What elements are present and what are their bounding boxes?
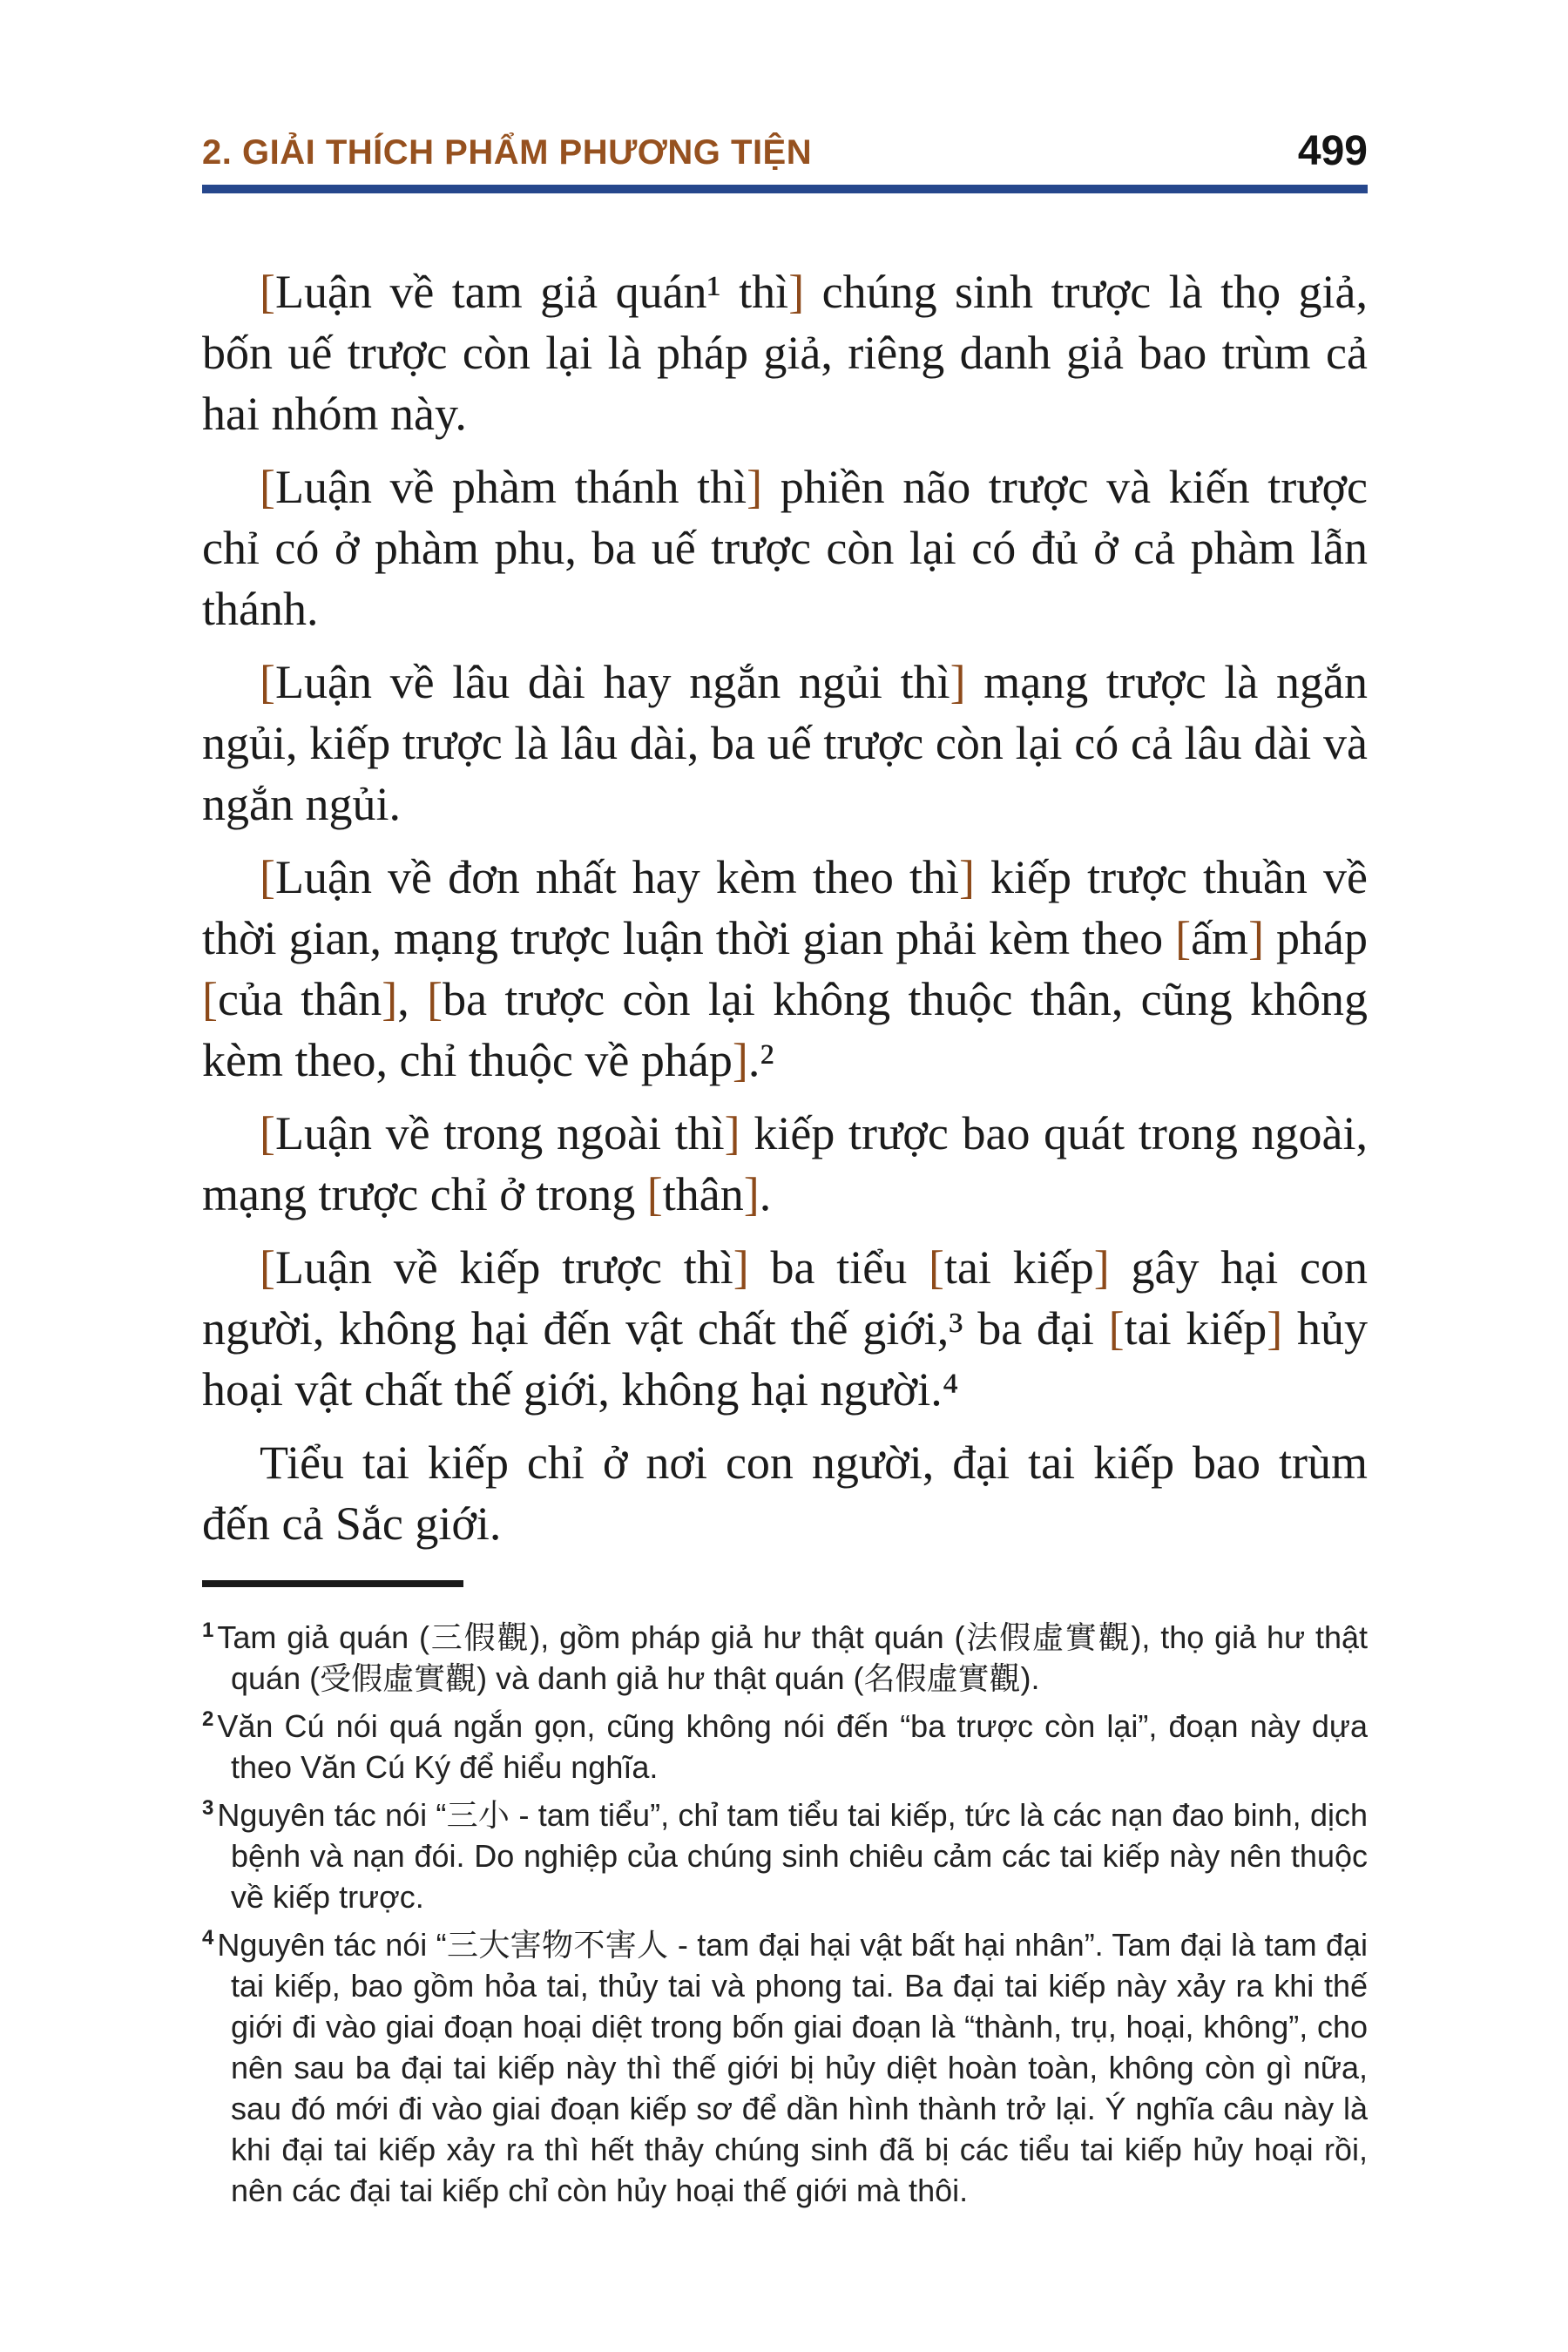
footnote: $^4$ Nguyên tác nói “三大害物不害人 - tam đại hại vật bất hại nhân”. Tam đại là tam đại tai kiếp, bao gồm hỏa tai, thủy tai và phong tai. Ba đại tai kiếp này xảy ra khi thế giới đi vào giai đoạn hoại diệt trong bốn giai đoạn là “thành, trụ, hoại, không”, cho nên sau ba đại tai kiếp này thì thế giới bị hủy diệt hoàn toàn, không còn gì nữa, sau đó mới đi vào giai đoạn kiếp sơ để dần hình thành trở lại. Ý nghĩa câu này là khi đại tai kiếp xảy ra thì hết thảy chúng sinh đã bị các tiểu tai kiếp hủy hoại rồi, nên các đại tai kiếp chỉ còn hủy hoại thế giới mà thôi. — [202, 1926, 1368, 2208]
paragraph-text: của thân — [217, 973, 382, 1025]
paragraph — [202, 1103, 1368, 1225]
paragraph-text: tai kiếp — [944, 1241, 1094, 1294]
paragraph-text: Luận về trong ngoài thì — [274, 1107, 725, 1159]
bracket-mark: ] — [1248, 912, 1265, 964]
paragraph-text: gây hại con người, không hại đến vật chất thế giới,³ ba đại — [202, 1241, 1368, 1355]
bracket-mark: ] — [724, 1107, 740, 1159]
bracket-mark: ] — [1093, 1241, 1110, 1294]
bracket-mark: [ — [260, 266, 275, 318]
bracket-mark: ] — [958, 851, 975, 903]
bracket-mark: ] — [788, 266, 805, 318]
bracket-mark: ] — [382, 973, 398, 1025]
paragraph-text: mạng trược là ngắn ngủi, kiếp trược là lâu dài, ba uế trược còn lại có cả lâu dài và ngắn ngủi. — [202, 656, 1369, 830]
paragraph-text: tai kiếp — [1124, 1302, 1267, 1355]
paragraph-text: kiếp trược thuần về thời gian, mạng trược luận thời gian phải kèm theo — [202, 851, 1368, 964]
paragraph-text: .² — [747, 1034, 774, 1086]
bracket-mark: [ — [260, 851, 275, 903]
bracket-mark: [ — [202, 973, 218, 1025]
bracket-mark: ] — [1267, 1302, 1283, 1355]
paragraph-text: phiền não trược và kiến trược chỉ có ở phàm phu, ba uế trược còn lại có đủ ở cả phàm lẫn thánh. — [202, 461, 1368, 635]
header-rule — [202, 185, 1368, 193]
bracket-mark: [ — [1175, 912, 1192, 964]
footnote: $^2$ Văn Cú nói quá ngắn gọn, cũng không nói đến “ba trược còn lại”, đoạn này dựa theo Văn Cú Ký để hiểu nghĩa. — [202, 1707, 1368, 1785]
bracket-mark: ] — [747, 461, 763, 513]
paragraph-text: Luận về lâu dài hay ngắn ngủi thì — [274, 656, 950, 708]
bracket-mark: ] — [950, 656, 966, 708]
bracket-mark: [ — [1108, 1302, 1125, 1355]
footnote-marker: 1 — [202, 1619, 214, 1642]
bracket-mark: ] — [733, 1241, 749, 1294]
bracket-mark: [ — [260, 461, 275, 513]
paragraph-text: Luận về đơn nhất hay kèm theo thì — [274, 851, 959, 903]
paragraph — [202, 456, 1368, 639]
bracket-mark: [ — [646, 1168, 663, 1220]
paragraph-text: Luận về kiếp trược thì — [274, 1241, 733, 1294]
paragraph-text: , — [397, 973, 428, 1025]
bracket-mark: [ — [260, 656, 275, 708]
paragraph-text: chúng sinh trược là thọ giả, bốn uế trược còn lại là pháp giả, riêng danh giả bao trùm cả hai nhóm này. — [202, 266, 1368, 440]
paragraph — [202, 847, 1368, 1091]
footnote-marker: 4 — [202, 1926, 214, 1950]
paragraph — [202, 1237, 1368, 1420]
header-row — [202, 128, 1368, 174]
bracket-mark: ] — [732, 1034, 748, 1086]
page-header — [202, 128, 1368, 193]
footnote-separator — [202, 1580, 463, 1587]
paragraph — [202, 1432, 1368, 1554]
footnote-marker: 2 — [202, 1707, 214, 1731]
paragraph-text: Luận về phàm thánh thì — [274, 461, 747, 513]
footnote: $^1$ Tam giả quán (三假觀), gồm pháp giả hư thật quán (法假虛實觀), thọ giả hư thật quán (受假虛實觀) và danh giả hư thật quán (名假虛實觀). — [202, 1619, 1368, 1696]
footnote-marker: 3 — [202, 1796, 214, 1820]
paragraph-text: ấm — [1191, 912, 1249, 964]
paragraph-text: Luận về tam giả quán¹ thì — [274, 266, 789, 318]
bracket-mark: [ — [260, 1107, 275, 1159]
paragraph-text: ba tiểu — [748, 1241, 929, 1294]
paragraph-text: Tiểu tai kiếp chỉ ở nơi con người, đại tai kiếp bao trùm đến cả Sắc giới. — [202, 1436, 1368, 1550]
paragraph-text: hủy hoại vật chất thế giới, không hại người.⁴ — [202, 1302, 1369, 1416]
paragraph — [202, 652, 1368, 835]
paragraph-text: thân — [662, 1168, 744, 1220]
bracket-mark: [ — [929, 1241, 945, 1294]
bracket-mark: [ — [427, 973, 443, 1025]
footnotes-section — [202, 1580, 1368, 2211]
paragraph-text: . — [759, 1168, 772, 1220]
footnote-list — [202, 1610, 1368, 2211]
bracket-mark: ] — [743, 1168, 760, 1220]
paragraph-text: pháp — [1264, 912, 1369, 964]
bracket-mark: [ — [260, 1241, 275, 1294]
paragraph — [202, 261, 1368, 444]
page-number: 499 — [1297, 128, 1368, 174]
paragraph-text: ba trược còn lại không thuộc thân, cũng không kèm theo, chỉ thuộc về pháp — [202, 973, 1368, 1086]
body-text — [202, 261, 1368, 1554]
footnote: $^3$ Nguyên tác nói “三小 - tam tiểu”, chỉ tam tiểu tai kiếp, tức là các nạn đao binh, dịch bệnh và nạn đói. Do nghiệp của chúng sinh chiêu cảm các tai kiếp này nên thuộc về kiếp trược. — [202, 1796, 1368, 1915]
paragraph-text: kiếp trược bao quát trong ngoài, mạng trược chỉ ở trong — [202, 1107, 1368, 1220]
running-title: 2. GIẢI THÍCH PHẨM PHƯƠNG TIỆN — [202, 133, 813, 172]
